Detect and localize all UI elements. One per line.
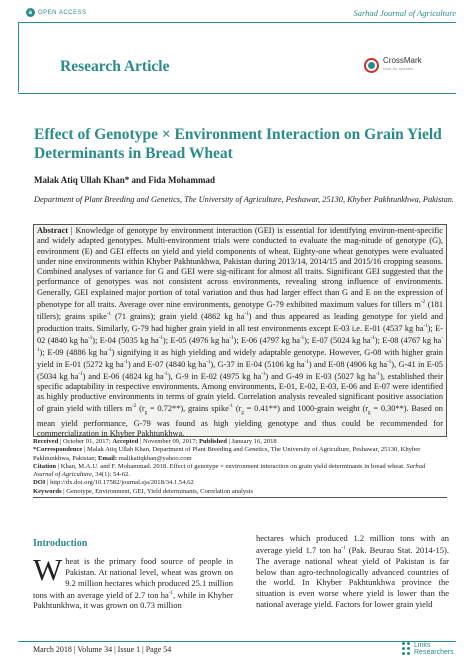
- researchers-label: Researchers: [414, 649, 454, 656]
- abstract-fragment: ); E-04 (5035 kg ha: [92, 335, 159, 345]
- abstract-fragment: -1: [229, 335, 234, 341]
- abstract-label: Abstract: [37, 226, 69, 235]
- intro-left-column: [33, 552, 233, 611]
- open-access-icon: a: [26, 8, 35, 17]
- received-label: Received: [33, 438, 59, 445]
- doi-link[interactable]: http://dx.doi.org/10.17582/journal.sja/2018/34.1.54.62: [50, 479, 194, 487]
- abstract: Abstract | Knowledge of genotype by environment interaction (GEI) is essential for identifying environ-ment-specific and widely adapted genotypes. Multi-environment trials were conducted to evaluate the mag-nitude of genotype (G), environment (E) and GEI effects on yield and yield components of wheat. Eighty-one wheat genotypes were evaluated under nine environments within Khyber Pakhtunkhwa, Pakistan during 2013/14, 2014/15 and 2015/16 cropping seasons. Combined analyses of variance for G and GEI were sig-nificant for almost all traits. Significant GEI suggested that the performance of genotypes was not consistent across environments, revealing strong influence of environments. Generally, GEI explained major portion of total variation and thus had larger effect than G and E on the expression of phenotype for all traits. Average over nine environments, genotype G-79 exhibited maximum values for tillers $m^{-2}$ (181 tillers); grains spike$^{-1}$ (71 grains); grain yield (4862 kg $ha^{-1}$) and thus appeared as leading genotype for yield and production traits. Similarly, G-79 had higher grain yield in all test environments except E-03 i.e. E-01 (4537 kg $ha^{-1}$); E-02 (4840 kg $ha^{-1}$); E-04 (5035 kg $ha^{-1}$); E-05 (4976 kg $ha^{-1}$); E-06 (4797 kg $ha^{-1}$); E-07 (5024 kg $ha^{-1}$); E-08 (4767 kg $ha^{-1}$); E-09 (4886 kg $ha^{-1}$) signifying it as high yielding and widely adaptable genotype. However, G-08 with higher grain yield in E-01 (5272 kg $ha^{-1}$) and E-07 (4840 kg $ha^{-1}$), G-37 in E-04 (5106 kg $ha^{-1}$) and E-08 (4906 kg $ha^{-1}$), G-41 in E-05 (5034 kg $ha^{-1}$) and E-06 (4824 kg $ha^{-1}$), G-9 in E-02 (4975 kg $ha^{-1}$) and G-49 in E-03 (5027 kg $ha^{-1}$), established their specific adaptability in respective environments. Among environments, E-01, E-02, E-03, E-06 and E-07 were identified as highly productive environments in terms of grain yield. Correlation analysis revealed significant positive association of grain yield with tillers $m^{-2}$ $(r_g = 0.72**)$, grains spike$^{-1}$ $(r_g = 0.41**)$ and 1000-grain weight $(r_g = 0.30**)$. Based on mean yield performance, G-79 was found as high yielding genotype and thus could be recommended for commercialization in Khyber Pakhtunkhwa.: [37, 226, 444, 439]
- header-divider: [18, 93, 456, 94]
- abstract-fragment: ); E-06 (4797 kg ha: [233, 335, 300, 345]
- accepted-date: November 09, 2017;: [142, 438, 198, 445]
- abstract-fragment: g: [241, 410, 244, 416]
- abstract-fragment: g: [368, 410, 371, 416]
- correspondence-text: Malak Atiq Ullah Khan, Department of Plant Breeding and Genetics, The University of Agriculture, Peshawar, 25130, Khyber Pakhtunkhwa, Pakistan;: [33, 446, 421, 462]
- abstract-fragment: (r: [233, 404, 242, 414]
- keywords-label: Keywords: [33, 487, 62, 495]
- abstract-fragment: -1: [423, 323, 428, 329]
- doi-label: DOI: [33, 479, 46, 487]
- citation-line: Citation | Khan, M.A.U. and F. Mohammad. 2018. Effect of genotype × environment interaction on grain yield determinants in bread wheat. Sarhad Journal of Agriculture, 34(1): 54-62.: [33, 462, 426, 479]
- abstract-fragment: -1: [88, 335, 93, 341]
- abstract-fragment: -1: [78, 371, 83, 377]
- abstract-fragment: -1: [123, 359, 128, 365]
- section-heading-introduction: Introduction: [33, 538, 88, 549]
- abstract-fragment: ) and E-08 (4906 kg ha: [308, 359, 388, 369]
- abstract-fragment: -1: [300, 335, 305, 341]
- abstract-fragment: ) and thus appeared as leading genotype for yield and production traits. Similarly, G-79 had higher grain yield in all test environments except E-03 i.e. E-01 (4537 kg ha: [37, 311, 443, 333]
- links-researchers-logo[interactable]: [402, 642, 454, 656]
- abstract-fragment: -1: [261, 371, 266, 377]
- keywords-text: Genotype, Environment, GEI, Yield determinants, Correlation analysis: [66, 487, 254, 495]
- abstract-fragment: -1: [228, 404, 234, 410]
- intro-left-text: heat is the primary food source of people in Pakistan. At national level, wheat was grown on 9.2 million hectares which produced 25.1 million tons with an average yield of 2.7 ton ha: [33, 556, 233, 600]
- open-access-label: OPEN ACCESS: [38, 9, 87, 16]
- article-affiliation: Department of Plant Breeding and Genetics, The University of Agriculture, Peshawar, 25130, Khyber Pakhtunkhwa, Pakistan.: [34, 195, 455, 204]
- published-label: Published: [199, 438, 227, 445]
- abstract-body: [37, 226, 443, 438]
- intro-left-text-2: , while in Khyber Pakhtunkhwa, it was grown on 0.73 million: [33, 589, 233, 611]
- abstract-fragment: -1: [158, 335, 163, 341]
- received-date: October 01, 2017;: [62, 438, 111, 445]
- journal-name: Sarhad Journal of Agriculture: [353, 8, 456, 18]
- abstract-fragment: ); E-02 (4840 kg ha: [37, 323, 444, 345]
- abstract-fragment: ); E-07 (5024 kg ha: [304, 335, 371, 345]
- abstract-fragment: (r: [136, 404, 145, 414]
- abstract-fragment: -2: [420, 299, 426, 305]
- abstract-fragment: ), G-9 in E-02 (4975 kg ha: [167, 371, 262, 381]
- email-link[interactable]: malikatiqkhan@yahoo.com: [118, 454, 192, 462]
- abstract-fragment: -1: [163, 371, 168, 377]
- abstract-fragment: Knowledge of genotype by environment interaction (GEI) is essential for identifying environ-ment-specific and widely adapted genotypes. Multi-environment trials were conducted to evaluate the mag-nitude of genotype (G), environment (E) and GEI effects on yield and yield components of wheat. Eighty-one wheat genotypes were evaluated under nine environments within Khyber Pakhtunkhwa, Pakistan during 2013/14, 2014/15 and 2015/16 cropping seasons. Combined analyses of variance for G and GEI were sig-nificant for almost all traits. Significant GEI suggested that the performance of genotypes was not consistent across environments, revealing strong influence of environments. Generally, GEI explained major portion of total variation and thus had larger effect than G and E on the expression of phenotype for all traits. Average over nine environments, genotype G-79 exhibited maximum values for tillers m: [37, 226, 444, 309]
- abstract-fragment: = 0.72**), grains spike: [147, 404, 229, 414]
- article-meta: [33, 438, 447, 498]
- abstract-fragment: ), G-41 in E-05 (5034 kg ha: [37, 359, 443, 381]
- doi-line: DOI | http://dx.doi.org/10.17582/journal.sja/2018/34.1.54.62: [33, 479, 194, 487]
- abstract-fragment: (181 tillers); grains spike: [37, 299, 443, 321]
- abstract-fragment: ), established their specific adaptability in respective environments. Among environments, E-01, E-02, E-03, E-06 and E-07 were identified as highly productive environments in terms of grain yield. Correlation analysis revealed significant positive association of grain yield with tillers m: [37, 371, 443, 414]
- abstract-fragment: ), G-37 in E-04 (5106 kg ha: [210, 359, 305, 369]
- abstract-fragment: ) signifying it as high yielding and widely adaptable genotype. However, G-08 with higher grain yield in E-01 (5272 kg ha: [37, 347, 443, 369]
- intro-right-text-2: (Pak. Beurau Stat. 2014-15). The average national wheat yield of Pakistan is far below than agro-technologically advanced countries of the world. In Khyber Pakhtunkhwa province the situation is even worse where yield is lower than the national average yield. Factors for lower grain yield: [256, 544, 449, 610]
- abstract-fragment: (71 grains); grain yield (4862 kg ha: [111, 311, 245, 321]
- accepted-label: Accepted: [112, 438, 139, 445]
- article-title: Effect of Genotype × Environment Interaction on Grain Yield Determinants in Bread Wheat: [34, 126, 442, 162]
- crossmark-sublabel: click for updates: [383, 67, 414, 71]
- abstract-fragment: ) and E-07 (4840 kg ha: [127, 359, 207, 369]
- keywords-line: Keywords | Genotype, Environment, GEI, Yield determinants, Correlation analysis: [33, 487, 254, 495]
- intro-right-sup: -1: [341, 545, 346, 551]
- citation-label: Citation: [33, 462, 57, 470]
- abstract-fragment: ) and E-06 (4824 kg ha: [82, 371, 164, 381]
- page-footer: March 2018 | Volume 34 | Issue 1 | Page 54: [33, 645, 172, 654]
- abstract-fragment: ) and G-49 in E-03 (5027 kg ha: [265, 371, 376, 381]
- drop-cap: W: [33, 552, 63, 587]
- dates-line: Received | October 01, 2017; Accepted | November 09, 2017; Published | January 16, 2018: [33, 438, 277, 445]
- side-divider: [18, 22, 19, 92]
- email-label: Email:: [98, 454, 118, 462]
- footer-divider: [18, 641, 456, 642]
- abstract-fragment: ); E-08 (4767 kg ha: [374, 335, 442, 345]
- abstract-fragment: -1: [37, 335, 443, 353]
- links-label: Links: [414, 642, 431, 649]
- abstract-fragment: -1: [106, 311, 112, 317]
- correspondence-label: *Correspondence: [33, 446, 83, 454]
- intro-right-text: hectares which produced 1.2 million tons with an average yield 1.7 ton ha: [256, 533, 449, 555]
- abstract-fragment: -1: [206, 359, 211, 365]
- crossmark-label: CrossMark: [383, 56, 422, 65]
- top-divider: [18, 22, 456, 23]
- links-researchers-icon: [402, 642, 411, 656]
- citation-journal: Sarhad Journal of Agriculture,: [33, 462, 426, 479]
- abstract-fragment: -1: [370, 335, 375, 341]
- intro-right-column: [256, 533, 449, 610]
- abstract-fragment: -1: [375, 371, 381, 377]
- published-date: January 16, 2018: [231, 438, 277, 445]
- abstract-fragment: -1: [244, 311, 249, 317]
- intro-left-sup: -1: [168, 590, 173, 596]
- abstract-fragment: ); E-05 (4976 kg ha: [162, 335, 230, 345]
- crossmark-button[interactable]: [364, 57, 422, 73]
- crossmark-icon: [364, 58, 379, 73]
- citation-text: Khan, M.A.U. and F. Mohammad. 2018. Effect of genotype × environment interaction on grain yield determinants in bread wheat.: [60, 462, 405, 470]
- abstract-fragment: ); E-09 (4886 kg ha: [39, 347, 108, 357]
- abstract-fragment: -1: [304, 359, 309, 365]
- abstract-fragment: -1: [107, 347, 112, 353]
- abstract-fragment: -2: [132, 404, 137, 410]
- abstract-fragment: g: [144, 410, 148, 416]
- citation-volume: 34(1): 54-62.: [95, 471, 131, 479]
- article-authors: Malak Atiq Ullah Khan* and Fida Mohammad: [34, 175, 216, 185]
- correspondence-line: *Correspondence | Malak Atiq Ullah Khan, Department of Plant Breeding and Genetics, The University of Agriculture, Peshawar, 25130, Khyber Pakhtunkhwa, Pakistan; Email: malikatiqkhan@yahoo.com: [33, 446, 421, 462]
- abstract-fragment: -1: [387, 359, 392, 365]
- abstract-fragment: = 0.30**). Based on mean yield performance, G-79 was found as high yielding genotype and thus could be recommended for commercialization in Khyber Pakhtunkhwa.: [37, 404, 443, 439]
- article-type: Research Article: [60, 58, 170, 75]
- open-access-badge: [26, 8, 87, 17]
- abstract-fragment: = 0.41**) and 1000-grain weight (r: [243, 404, 369, 414]
